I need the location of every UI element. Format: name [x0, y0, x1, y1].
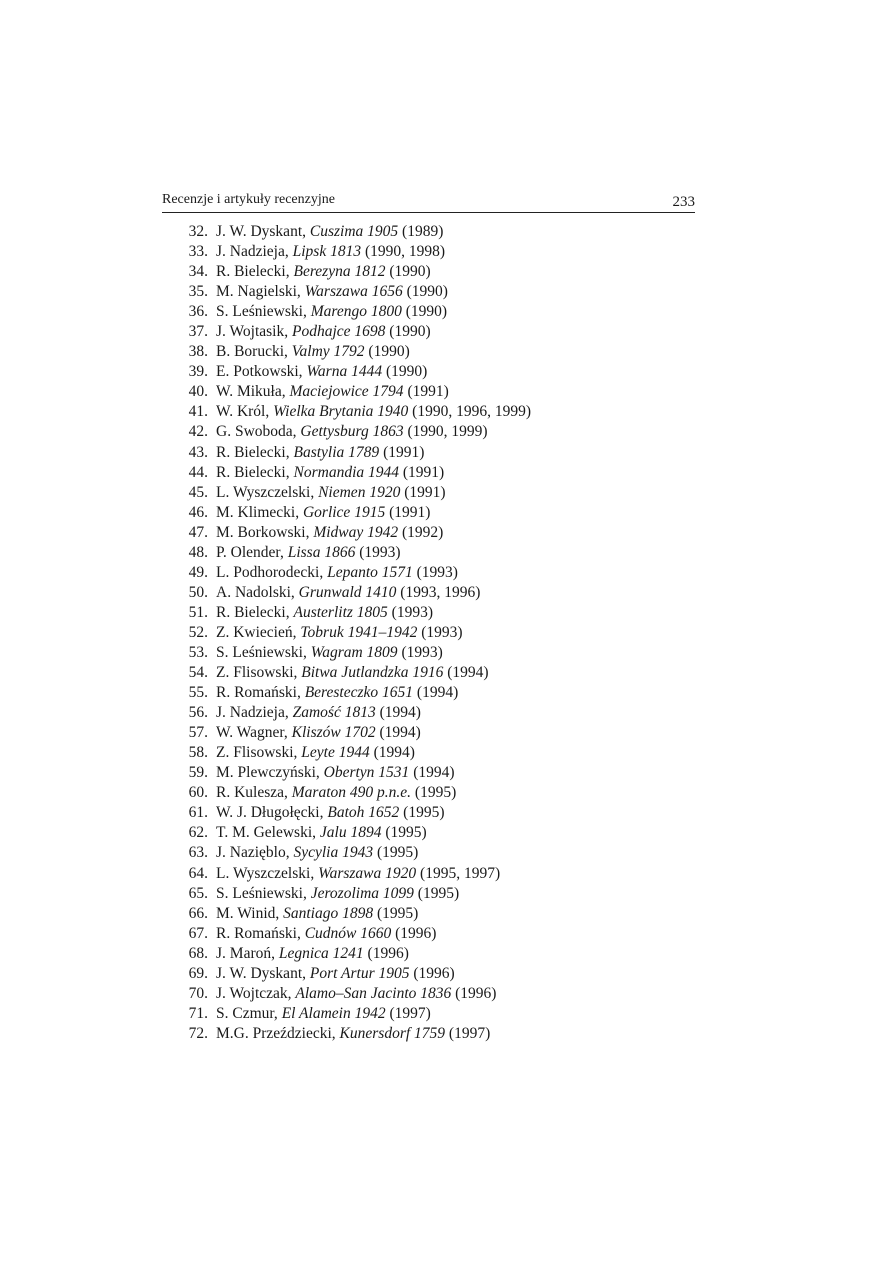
entry-title: Marengo 1800	[310, 303, 402, 321]
entry-title: Kunersdorf 1759	[339, 1024, 446, 1042]
entry-years: (1994)	[413, 684, 459, 702]
list-item	[162, 382, 722, 402]
list-item	[162, 563, 722, 583]
entry-text	[216, 803, 444, 823]
entry-number: 45.	[188, 483, 208, 501]
entry-text	[216, 282, 448, 302]
entry-title: Warna 1444	[306, 363, 383, 381]
entry-number: 53.	[188, 643, 208, 661]
entry-years: (1991)	[385, 503, 431, 521]
entry-title: Cuszima 1905	[309, 223, 399, 240]
entry-number: 33.	[188, 243, 208, 261]
entry-text	[216, 322, 431, 342]
entry-number: 65.	[188, 884, 208, 902]
entry-title: Batoh 1652	[327, 804, 400, 822]
entry-years: (1990)	[382, 363, 428, 381]
entry-number: 39.	[188, 363, 208, 381]
list-item	[162, 783, 722, 803]
entry-number: 58.	[188, 744, 208, 762]
entry-title: Maciejowice 1794	[289, 383, 404, 401]
entry-title: Cudnów 1660	[304, 924, 392, 942]
bibliography-list	[162, 222, 722, 1044]
list-item	[162, 843, 722, 863]
list-item	[162, 242, 722, 262]
entry-text	[216, 402, 531, 422]
entry-text	[216, 723, 421, 743]
entry-years: (1990, 1999)	[403, 423, 488, 441]
page-number: 233	[672, 194, 695, 210]
entry-years: (1993, 1996)	[396, 583, 481, 601]
entry-author: J. Maroń,	[216, 944, 279, 962]
entry-number: 67.	[188, 924, 208, 942]
entry-author: L. Podhorodecki,	[216, 563, 328, 581]
entry-title: Santiago 1898	[283, 904, 374, 922]
entry-text	[216, 262, 431, 282]
entry-author: M. Klimecki,	[216, 503, 303, 521]
entry-title: Lepanto 1571	[327, 563, 413, 581]
entry-title: Lissa 1866	[287, 543, 356, 561]
entry-author: S. Leśniewski,	[216, 643, 311, 661]
entry-number: 66.	[188, 904, 208, 922]
entry-text	[216, 884, 459, 904]
entry-years: (1990)	[364, 343, 410, 361]
entry-text	[216, 242, 445, 262]
entry-years: (1994)	[375, 724, 421, 742]
entry-author: J. W. Dyskant,	[216, 964, 310, 982]
entry-title: Gettysburg 1863	[300, 423, 404, 441]
entry-text	[216, 904, 418, 924]
entry-title: Valmy 1792	[291, 343, 365, 361]
entry-number: 51.	[188, 603, 208, 621]
entry-title: Wagram 1809	[310, 643, 398, 661]
entry-number: 49.	[188, 563, 208, 581]
entry-author: R. Bielecki,	[216, 443, 294, 461]
list-item	[162, 884, 722, 904]
entry-years: (1996)	[451, 984, 497, 1002]
entry-text	[216, 783, 456, 803]
entry-years: (1990)	[385, 263, 431, 281]
entry-years: (1995)	[413, 884, 460, 902]
entry-text	[216, 1024, 490, 1044]
entry-title: Normandia 1944	[293, 463, 399, 481]
entry-number: 59.	[188, 764, 208, 782]
entry-author: M. Nagielski,	[216, 283, 305, 301]
entry-author: S. Leśniewski,	[216, 303, 311, 321]
entry-text	[216, 1004, 431, 1024]
entry-number: 60.	[188, 784, 208, 802]
entry-text	[216, 463, 444, 483]
entry-years: (1993)	[412, 563, 458, 581]
entry-title: Lipsk 1813	[292, 243, 362, 261]
list-item	[162, 803, 722, 823]
list-item	[162, 823, 722, 843]
list-item	[162, 1004, 722, 1024]
entry-years: (1995, 1997)	[416, 864, 501, 882]
entry-number: 71.	[188, 1004, 208, 1022]
entry-title: Zamość 1813	[292, 704, 376, 722]
entry-author: Z. Kwiecień,	[216, 623, 301, 641]
entry-text	[216, 843, 418, 863]
entry-text	[216, 523, 443, 543]
entry-author: R. Romański,	[216, 924, 305, 942]
entry-number: 38.	[188, 343, 208, 361]
list-item	[162, 402, 722, 422]
entry-author: R. Romański,	[216, 684, 305, 702]
entry-text	[216, 543, 401, 563]
entry-title: Jalu 1894	[319, 824, 382, 842]
entry-years: (1993)	[397, 643, 443, 661]
entry-number: 64.	[188, 864, 208, 882]
entry-years: (1994)	[369, 744, 415, 762]
entry-number: 34.	[188, 263, 208, 281]
entry-author: B. Borucki,	[216, 343, 292, 361]
list-item	[162, 483, 722, 503]
entry-author: Z. Flisowski,	[216, 744, 302, 762]
entry-author: J. Wojtczak,	[216, 984, 296, 1002]
entry-number: 70.	[188, 984, 208, 1002]
list-item	[162, 603, 722, 623]
entry-years: (1997)	[385, 1004, 431, 1022]
entry-author: R. Bielecki,	[216, 463, 294, 481]
entry-title: Sycylia 1943	[293, 844, 374, 862]
list-item	[162, 944, 722, 964]
entry-text	[216, 763, 455, 783]
entry-title: Legnica 1241	[278, 944, 364, 962]
running-header	[162, 192, 695, 213]
entry-years: (1993)	[387, 603, 433, 621]
entry-text	[216, 503, 430, 523]
entry-author: G. Swoboda,	[216, 423, 301, 441]
entry-number: 44.	[188, 463, 208, 481]
list-item	[162, 743, 722, 763]
list-item	[162, 523, 722, 543]
entry-text	[216, 964, 455, 984]
list-item	[162, 342, 722, 362]
entry-years: (1996)	[409, 964, 455, 982]
list-item	[162, 262, 722, 282]
entry-title: Wielka Brytania 1940	[273, 403, 409, 421]
entry-title: Bastylia 1789	[293, 443, 380, 461]
entry-number: 54.	[188, 664, 208, 682]
list-item	[162, 663, 722, 683]
entry-title: Jerozolima 1099	[310, 884, 414, 902]
entry-number: 61.	[188, 804, 208, 822]
entry-title: Kliszów 1702	[291, 724, 376, 742]
entry-title: Warszawa 1920	[318, 864, 417, 882]
entry-author: J. Nazięblo,	[216, 844, 294, 862]
entry-number: 56.	[188, 704, 208, 722]
entry-years: (1994)	[443, 664, 489, 682]
entry-text	[216, 663, 489, 683]
list-item	[162, 322, 722, 342]
entry-title: Alamo–San Jacinto 1836	[295, 984, 452, 1002]
list-item	[162, 1024, 722, 1044]
entry-years: (1990)	[402, 283, 448, 301]
entry-number: 68.	[188, 944, 208, 962]
entry-years: (1991)	[403, 383, 449, 401]
list-item	[162, 422, 722, 442]
list-item	[162, 984, 722, 1004]
entry-text	[216, 864, 500, 884]
list-item	[162, 703, 722, 723]
entry-text	[216, 382, 449, 402]
list-item	[162, 302, 722, 322]
entry-years: (1991)	[379, 443, 425, 461]
entry-number: 36.	[188, 303, 208, 321]
entry-title: Grunwald 1410	[298, 583, 397, 601]
list-item	[162, 964, 722, 984]
list-item	[162, 443, 722, 463]
entry-title: El Alamein 1942	[281, 1004, 386, 1022]
entry-author: E. Potkowski,	[216, 363, 307, 381]
entry-number: 32.	[188, 223, 208, 240]
entry-author: R. Bielecki,	[216, 603, 294, 621]
list-item	[162, 864, 722, 884]
entry-years: (1993)	[417, 623, 463, 641]
entry-title: Austerlitz 1805	[293, 603, 388, 621]
entry-text	[216, 362, 427, 382]
entry-text	[216, 984, 496, 1004]
entry-text	[216, 302, 447, 322]
entry-title: Gorlice 1915	[302, 503, 386, 521]
entry-number: 69.	[188, 964, 208, 982]
list-item	[162, 282, 722, 302]
entry-years: (1996)	[363, 944, 409, 962]
entry-years: (1992)	[398, 523, 444, 541]
list-item	[162, 503, 722, 523]
entry-text	[216, 743, 415, 763]
entry-text	[216, 443, 424, 463]
entry-author: R. Kulesza,	[216, 784, 292, 802]
entry-title: Podhajce 1698	[291, 323, 386, 341]
entry-text	[216, 563, 458, 583]
list-item	[162, 543, 722, 563]
list-item	[162, 683, 722, 703]
entry-title: Port Artur 1905	[309, 964, 410, 982]
entry-number: 52.	[188, 623, 208, 641]
entry-years: (1995)	[381, 824, 427, 842]
entry-number: 35.	[188, 283, 208, 301]
entry-text	[216, 823, 427, 843]
entry-author: T. M. Gelewski,	[216, 824, 320, 842]
entry-years: (1995)	[411, 784, 457, 802]
entry-title: Obertyn 1531	[323, 764, 410, 782]
entry-number: 43.	[188, 443, 208, 461]
entry-title: Midway 1942	[313, 523, 399, 541]
list-item	[162, 362, 722, 382]
entry-number: 48.	[188, 543, 208, 561]
entry-years: (1995)	[399, 804, 445, 822]
entry-number: 72.	[188, 1024, 208, 1042]
entry-years: (1990)	[385, 323, 431, 341]
entry-years: (1991)	[400, 483, 446, 501]
entry-title: Niemen 1920	[318, 483, 401, 501]
entry-title: Maraton 490 p.n.e.	[291, 784, 412, 802]
entry-number: 62.	[188, 824, 208, 842]
list-item	[162, 643, 722, 663]
entry-years: (1994)	[409, 764, 455, 782]
list-item	[162, 222, 722, 242]
entry-years: (1989)	[398, 223, 444, 240]
entry-author: Z. Flisowski,	[216, 664, 302, 682]
list-item	[162, 463, 722, 483]
entry-years: (1995)	[373, 904, 419, 922]
entry-number: 41.	[188, 403, 208, 421]
entry-text	[216, 222, 443, 242]
entry-number: 50.	[188, 583, 208, 601]
entry-text	[216, 924, 436, 944]
list-item	[162, 723, 722, 743]
header-title: Recenzje i artykuły recenzyjne	[162, 192, 335, 207]
entry-author: P. Olender,	[216, 543, 288, 561]
entry-author: M. Plewczyński,	[216, 764, 324, 782]
entry-author: W. Wagner,	[216, 724, 292, 742]
entry-number: 57.	[188, 724, 208, 742]
entry-author: W. Mikuła,	[216, 383, 290, 401]
entry-title: Bitwa Jutlandzka 1916	[301, 664, 444, 682]
entry-title: Leyte 1944	[301, 744, 370, 762]
entry-years: (1990, 1998)	[361, 243, 446, 261]
entry-author: J. Nadzieja,	[216, 704, 293, 722]
list-item	[162, 924, 722, 944]
entry-number: 47.	[188, 523, 208, 541]
entry-author: M. Borkowski,	[216, 523, 314, 541]
entry-number: 40.	[188, 383, 208, 401]
entry-author: M. Winid,	[216, 904, 284, 922]
entry-text	[216, 944, 409, 964]
entry-title: Beresteczko 1651	[304, 684, 414, 702]
entry-years: (1994)	[375, 704, 421, 722]
entry-years: (1993)	[355, 543, 401, 561]
entry-author: J. Nadzieja,	[216, 243, 293, 261]
entry-number: 46.	[188, 503, 208, 521]
entry-years: (1990)	[401, 303, 448, 321]
entry-number: 37.	[188, 323, 208, 341]
list-item	[162, 904, 722, 924]
entry-author: L. Wyszczelski,	[216, 864, 319, 882]
entry-author: L. Wyszczelski,	[216, 483, 319, 501]
entry-years: (1990, 1996, 1999)	[408, 403, 531, 421]
entry-author: M.G. Przeździecki,	[216, 1024, 340, 1042]
entry-number: 55.	[188, 684, 208, 702]
entry-author: S. Leśniewski,	[216, 884, 311, 902]
list-item	[162, 583, 722, 603]
entry-title: Berezyna 1812	[293, 263, 386, 281]
entry-author: R. Bielecki,	[216, 263, 294, 281]
entry-author: S. Czmur,	[216, 1004, 282, 1022]
entry-title: Tobruk 1941–1942	[300, 623, 418, 641]
entry-text	[216, 583, 480, 603]
entry-text	[216, 422, 488, 442]
entry-years: (1997)	[445, 1024, 491, 1042]
entry-text	[216, 603, 433, 623]
entry-years: (1996)	[391, 924, 437, 942]
entry-years: (1991)	[399, 463, 445, 481]
entry-years: (1995)	[373, 844, 419, 862]
list-item	[162, 763, 722, 783]
list-item	[162, 623, 722, 643]
entry-text	[216, 623, 463, 643]
entry-number: 63.	[188, 844, 208, 862]
entry-author: W. J. Długołęcki,	[216, 804, 328, 822]
entry-number: 42.	[188, 423, 208, 441]
entry-text	[216, 643, 443, 663]
entry-author: J. W. Dyskant,	[216, 223, 310, 240]
entry-text	[216, 483, 446, 503]
entry-text	[216, 703, 421, 723]
entry-author: J. Wojtasik,	[216, 323, 292, 341]
entry-author: A. Nadolski,	[216, 583, 299, 601]
entry-author: W. Król,	[216, 403, 274, 421]
entry-text	[216, 683, 458, 703]
entry-title: Warszawa 1656	[304, 283, 403, 301]
entry-text	[216, 342, 410, 362]
